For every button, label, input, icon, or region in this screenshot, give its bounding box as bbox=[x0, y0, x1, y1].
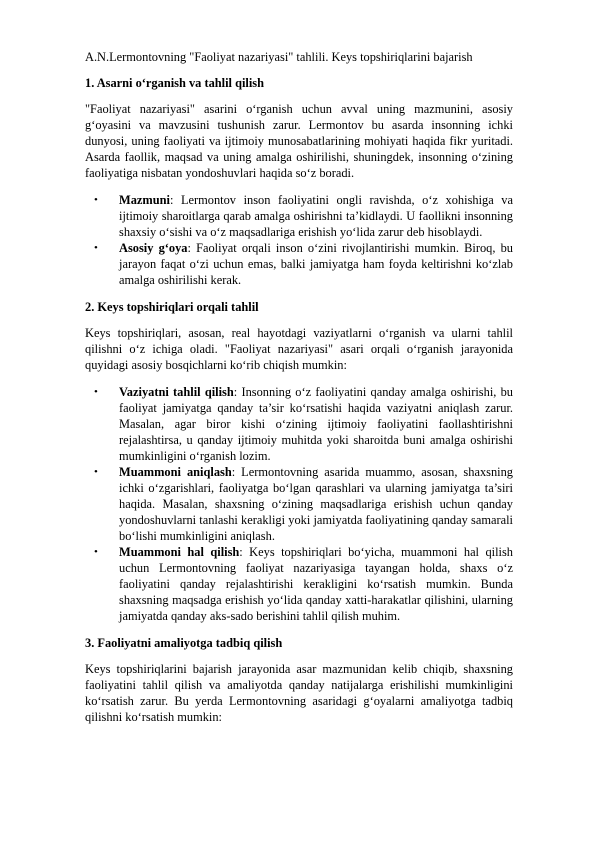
list-item-term: Muammoni hal qilish bbox=[119, 545, 240, 559]
bullet-icon: • bbox=[94, 546, 98, 558]
list-item-text: : Lermontov inson faoliyatini ongli ravishda, o‘z xohishiga va ijtimoiy sharoitlarga qarab amalga oshirishni ta’kidlaydi. U faollikni insonning shaxsiy o‘sishi va o‘z maqsadlariga erishish yo‘lida zarur deb hisoblaydi. bbox=[119, 193, 513, 239]
list-item bbox=[94, 240, 513, 288]
document-page bbox=[85, 49, 513, 736]
list-item-text: : Insonning o‘z faoliyatini qanday amalga oshirishi, bu faoliyat jamiyatga qanday ta’sir ko‘rsatishi haqida vaziyatni aniqlash zarur. Masalan, agar biror kishi o‘zining ijtimoiy faoliyatini faollashtirishni rejalashtirsa, u qanday ijtimoiy muhitda yoki sharoitda buni amalga oshirishi mumkinligini o‘rganish lozim. bbox=[119, 385, 513, 463]
bullet-icon: • bbox=[94, 194, 98, 206]
list-item-text: : Keys topshiriqlari bo‘yicha, muammoni hal qilish uchun Lermontovning faoliyat nazariyasiga tayangan holda, shaxs o‘z faoliyatini qanday rejalashtirishi kerakligini ko‘rsatish mumkin. Bunda shaxsning maqsadga erishish yo‘lida qanday xatti-harakatlar qilishini, ularning jamiyatda qanday aks-sado berishini tahlil qilish muhim. bbox=[119, 545, 513, 623]
document-title: A.N.Lermontovning "Faoliyat nazariyasi" tahlili. Keys topshiriqlarini bajarish bbox=[85, 50, 473, 64]
bullet-icon: • bbox=[94, 466, 98, 478]
bullet-icon: • bbox=[94, 242, 98, 254]
list-item bbox=[94, 192, 513, 240]
section-heading-2: 2. Keys topshiriqlari orqali tahlil bbox=[85, 300, 259, 314]
section-list-2 bbox=[85, 384, 513, 624]
list-item-term: Muammoni aniqlash bbox=[119, 465, 232, 479]
section-paragraph-3: Keys topshiriqlarini bajarish jarayonida asar mazmunidan kelib chiqib, shaxsning faoliyatini tahlil qilish va amaliyotda qanday natijalarga erishilishi mumkinligini ko‘rsatish zarur. Bu yerda Lermontovning asaridagi g‘oyalarni amaliyotga tadbiq qilishni ko‘rsatish mumkin: bbox=[85, 662, 513, 724]
list-item bbox=[94, 464, 513, 544]
list-item bbox=[94, 544, 513, 624]
list-item-text: : Lermontovning asarida muammo, asosan, shaxsning ichki o‘zgarishlari, faoliyatga bo‘lgan qarashlari va ularning jamiyatga ta’siri haqida. Masalan, shaxsning o‘zining maqsadlariga erishish uchun qanday yondoshuvlarni tanlashi kerakligi yoki jamiyatda faoliyatining qanday samarali bo‘lishi mumkinligini aniqlash. bbox=[119, 465, 513, 543]
list-item-term: Mazmuni bbox=[119, 193, 170, 207]
list-item-term: Vaziyatni tahlil qilish bbox=[119, 385, 234, 399]
bullet-icon: • bbox=[94, 386, 98, 398]
list-item-text: : Faoliyat orqali inson o‘zini rivojlantirishi mumkin. Biroq, bu jarayon faqat o‘zi uchun emas, balki jamiyatga ham foyda keltirishni ko‘zlab amalga oshirilishi kerak. bbox=[119, 241, 513, 287]
list-item-term: Asosiy g‘oya bbox=[119, 241, 188, 255]
section-heading-1: 1. Asarni o‘rganish va tahlil qilish bbox=[85, 76, 265, 90]
section-list-1 bbox=[85, 192, 513, 288]
section-heading-3: 3. Faoliyatni amaliyotga tadbiq qilish bbox=[85, 636, 283, 650]
section-paragraph-1: "Faoliyat nazariyasi" asarini o‘rganish uchun avval uning mazmunini, asosiy g‘oyasini va mavzusini tushunish zarur. Lermontov bu asarda insonning ichki dunyosi, uning faoliyati va ijtimoiy munosabatlarining mohiyati haqida fikr yuritadi. Asarda faollik, maqsad va uning amalga oshirilishi, shuningdek, insonning o‘zining faoliyatiga nisbatan yondoshuvlari haqida so‘z boradi. bbox=[85, 102, 513, 180]
section-paragraph-2: Keys topshiriqlari, asosan, real hayotdagi vaziyatlarni o‘rganish va ularni tahlil qilishni o‘z ichiga oladi. "Faoliyat nazariyasi" asari orqali o‘rganish jarayonida quyidagi asosiy bosqichlarni ko‘rib chiqish mumkin: bbox=[85, 326, 513, 372]
list-item bbox=[94, 384, 513, 464]
